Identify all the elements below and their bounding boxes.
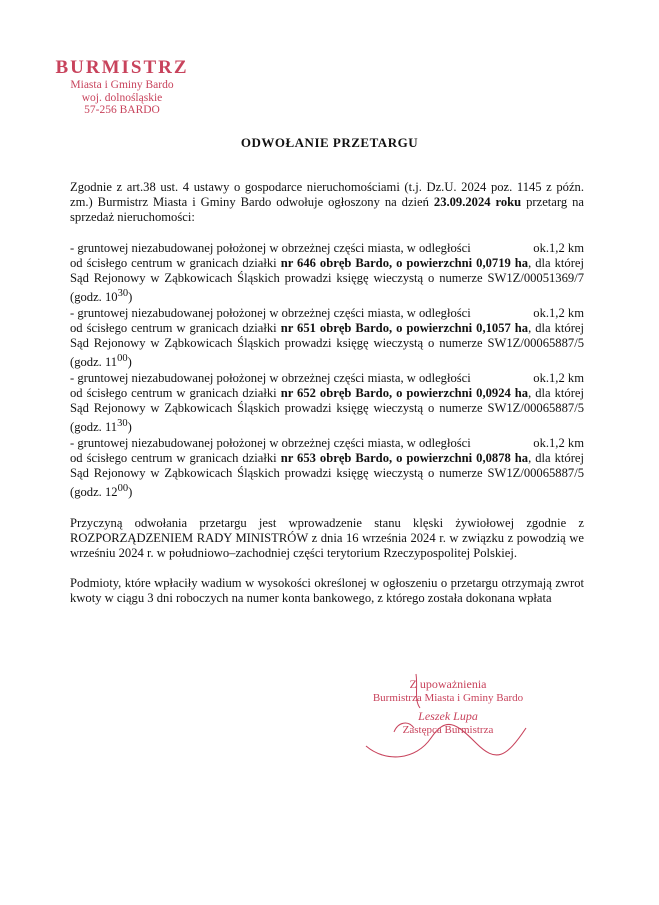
item-time-minutes: 00 bbox=[117, 483, 129, 495]
property-item-4 bbox=[70, 436, 584, 501]
item-text-post: , dla której Sąd Rejonowy w Ząbkowicach Śląskich prowadzi księgę wieczystą o numerze SW1Z/00065887/5 (godz. 11 bbox=[70, 385, 584, 435]
stamp-line-postcode: 57-256 BARDO bbox=[84, 104, 160, 117]
item-time-minutes: 00 bbox=[117, 353, 128, 365]
item-text-pre: od ścisłego centrum w granicach działki bbox=[70, 385, 281, 400]
property-item-2 bbox=[70, 306, 584, 371]
item-line1-left: - gruntowej niezabudowanej położonej w obrzeżnej części miasta, w odległości bbox=[70, 240, 471, 255]
signature-line-name: Leszek Lupa bbox=[418, 709, 478, 724]
item-line1-left: - gruntowej niezabudowanej położonej w obrzeżnej części miasta, w odległości bbox=[70, 370, 471, 385]
item-text-post: , dla której Sąd Rejonowy w Ząbkowicach Śląskich prowadzi księgę wieczystą o numerze SW1Z/00065887/5 (godz. 11 bbox=[70, 320, 584, 370]
item-close-paren: ) bbox=[128, 290, 133, 305]
item-plot-bold: nr 646 obręb Bardo, o powierzchni 0,0719 ha bbox=[280, 255, 529, 270]
intro-text-post: przetarg na sprzedaż nieruchomości: bbox=[70, 195, 584, 225]
document-title: ODWOŁANIE PRZETARGU bbox=[240, 135, 419, 150]
item-text-pre: od ścisłego centrum w granicach działki bbox=[70, 450, 281, 465]
item-plot-bold: nr 652 obręb Bardo, o powierzchni 0,0924 ha bbox=[280, 385, 529, 400]
signature-stamp bbox=[368, 678, 528, 758]
item-line1-left: - gruntowej niezabudowanej położonej w obrzeżnej części miasta, w odległości bbox=[70, 435, 471, 450]
intro-paragraph bbox=[70, 180, 584, 226]
item-text-post: , dla której Sąd Rejonowy w Ząbkowicach Śląskich prowadzi księgę wieczystą o numerze SW1Z/00051369/7 (godz. 10 bbox=[70, 255, 584, 305]
reason-paragraph: Przyczyną odwołania przetargu jest wprowadzenie stanu klęski żywiołowej zgodnie z ROZPORZĄDZENIEM RADY MINISTRÓW z dnia 16 września 2024 r. w związku z powodzią we wrześniu 2024 r. w południowo–zachodniej części terytorium Rzeczypospolitej Polskiej. bbox=[70, 515, 584, 561]
item-time-minutes: 30 bbox=[117, 288, 129, 300]
stamp-line-voivodeship: woj. dolnośląskie bbox=[81, 91, 163, 104]
property-item-3 bbox=[70, 371, 584, 436]
document-body bbox=[70, 180, 584, 607]
item-distance: ok.1,2 km bbox=[533, 435, 584, 450]
item-distance: ok.1,2 km bbox=[533, 370, 584, 385]
item-text-pre: od ścisłego centrum w granicach działki bbox=[70, 320, 281, 335]
item-plot-bold: nr 651 obręb Bardo, o powierzchni 0,1057 ha bbox=[280, 320, 529, 335]
signature-line-authorization: Z upoważnienia bbox=[409, 677, 487, 691]
item-close-paren: ) bbox=[128, 485, 133, 500]
signature-line-position: Zastępca Burmistrza bbox=[402, 724, 494, 737]
item-close-paren: ) bbox=[127, 420, 132, 435]
stamp-title: BURMISTRZ bbox=[55, 57, 189, 78]
signature-line-office: Burmistrza Miasta i Gminy Bardo bbox=[372, 691, 524, 704]
intro-date: 23.09.2024 roku bbox=[433, 195, 522, 210]
signature-scribble-icon bbox=[356, 668, 536, 768]
item-text-post: , dla której Sąd Rejonowy w Ząbkowicach Śląskich prowadzi księgę wieczystą o numerze SW1Z/00065887/5 (godz. 12 bbox=[70, 450, 584, 500]
refund-paragraph: Podmioty, które wpłaciły wadium w wysokości określonej w ogłoszeniu o przetargu otrzymają zwrot kwoty w ciągu 3 dni roboczych na numer konta bankowego, z którego została dokonana wpłata bbox=[70, 576, 584, 606]
item-line1-left: - gruntowej niezabudowanej położonej w obrzeżnej części miasta, w odległości bbox=[70, 305, 471, 320]
item-text-pre: od ścisłego centrum w granicach działki bbox=[70, 255, 281, 270]
item-distance: ok.1,2 km bbox=[533, 240, 584, 255]
intro-text-pre: Zgodnie z art.38 ust. 4 ustawy o gospodarce nieruchomościami (t.j. Dz.U. 2024 poz. 1145 z późn. zm.) Burmistrz Miasta i Gminy Bardo odwołuje ogłoszony na dzień bbox=[70, 180, 584, 210]
item-close-paren: ) bbox=[127, 355, 132, 370]
item-distance: ok.1,2 km bbox=[533, 305, 584, 320]
stamp-line-town: Miasta i Gminy Bardo bbox=[70, 78, 174, 91]
property-item-1 bbox=[70, 241, 584, 306]
item-plot-bold: nr 653 obręb Bardo, o powierzchni 0,0878 ha bbox=[280, 450, 529, 465]
item-time-minutes: 30 bbox=[117, 418, 128, 430]
burmistrz-header-stamp bbox=[52, 58, 192, 117]
